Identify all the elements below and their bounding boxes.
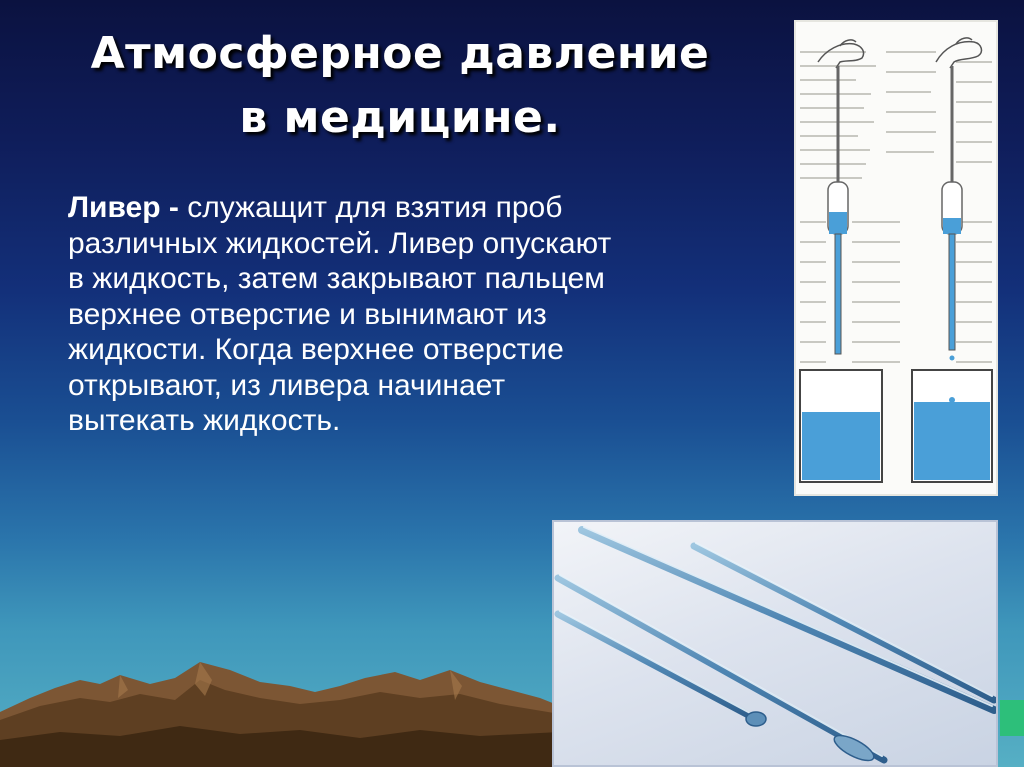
beaker-right <box>912 370 992 482</box>
title-line-1: Атмосферное давление <box>90 28 710 79</box>
pipette-right <box>942 66 962 393</box>
beaker-left <box>800 370 882 482</box>
body-term: Ливер - <box>68 191 179 224</box>
body-paragraph <box>68 190 628 439</box>
slide-title <box>40 22 760 150</box>
mountains-illustration <box>0 640 560 767</box>
body-description: служащит для взятия проб различных жидкостей. Ливер опускают в жидкость, затем закрывают пальцем верхнее отверстие и вынимают из жидкости. Когда верхнее отверстие открывают, из ливера начинает вытекать жидкость. <box>68 191 612 437</box>
glass-pipettes-photo <box>552 520 998 767</box>
pipette-left <box>828 66 848 354</box>
decorative-edge <box>1000 700 1024 736</box>
pipette-diagram-drawing <box>796 22 996 494</box>
title-line-2: в медицине. <box>239 92 561 143</box>
pipette-diagram-illustration <box>794 20 998 496</box>
glass-pipettes-drawing <box>554 522 996 765</box>
